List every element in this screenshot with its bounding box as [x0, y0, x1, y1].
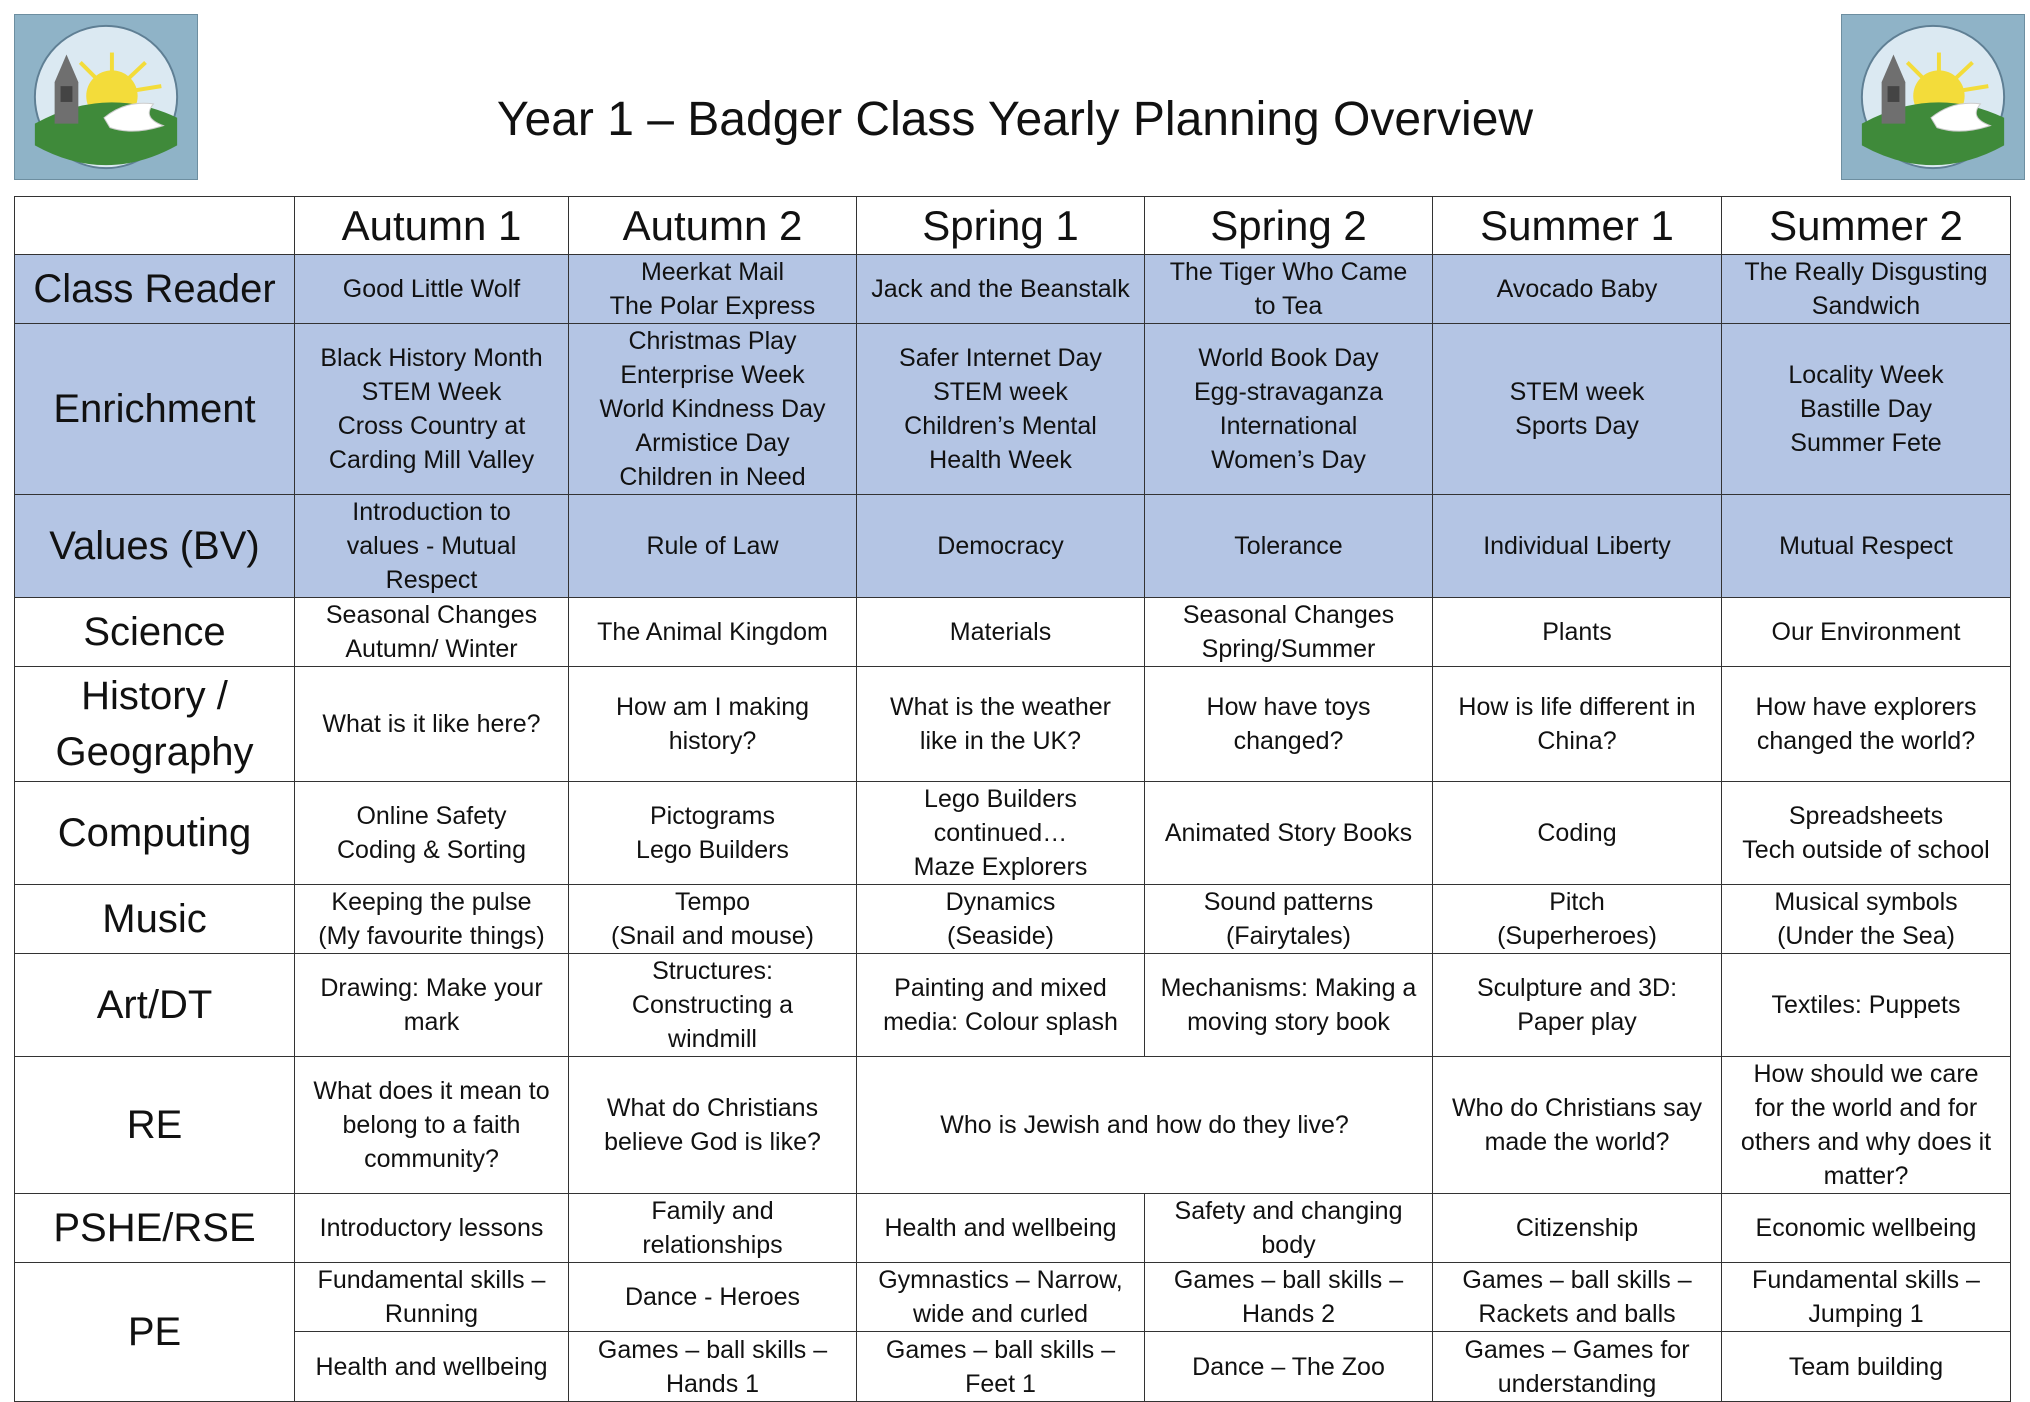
table-cell: Lego Builders continued… Maze Explorers — [857, 782, 1145, 885]
row-label: Enrichment — [15, 324, 295, 495]
term-header: Autumn 2 — [569, 197, 857, 255]
table-cell: Musical symbols (Under the Sea) — [1722, 885, 2011, 954]
table-cell: Textiles: Puppets — [1722, 954, 2011, 1057]
table-cell: Rule of Law — [569, 495, 857, 598]
table-cell: Introduction to values - Mutual Respect — [295, 495, 569, 598]
planning-table — [14, 196, 2011, 1402]
table-cell: Our Environment — [1722, 598, 2011, 667]
re-row — [15, 1057, 2011, 1194]
table-cell: The Really Disgusting Sandwich — [1722, 255, 2011, 324]
school-logo-icon — [15, 15, 197, 179]
enrichment-row — [15, 324, 2011, 495]
table-cell: Fundamental skills – Running — [295, 1263, 569, 1332]
table-cell: Pitch (Superheroes) — [1433, 885, 1722, 954]
table-cell: What does it mean to belong to a faith community? — [295, 1057, 569, 1194]
table-cell: What is the weather like in the UK? — [857, 667, 1145, 782]
table-cell: The Tiger Who Came to Tea — [1145, 255, 1433, 324]
page-title: Year 1 – Badger Class Yearly Planning Overview — [496, 93, 1534, 146]
table-cell: Animated Story Books — [1145, 782, 1433, 885]
table-cell: Mechanisms: Making a moving story book — [1145, 954, 1433, 1057]
table-cell: Coding — [1433, 782, 1722, 885]
table-cell: Health and wellbeing — [295, 1332, 569, 1402]
table-cell: Avocado Baby — [1433, 255, 1722, 324]
row-label: Music — [15, 885, 295, 954]
row-label: PSHE/RSE — [15, 1194, 295, 1263]
table-cell: How should we care for the world and for others and why does it matter? — [1722, 1057, 2011, 1194]
table-cell-merged: Who is Jewish and how do they live? — [857, 1057, 1433, 1194]
term-header: Summer 1 — [1433, 197, 1722, 255]
term-header: Autumn 1 — [295, 197, 569, 255]
pe-row-bottom — [15, 1332, 2011, 1402]
term-header: Spring 2 — [1145, 197, 1433, 255]
row-label: Values (BV) — [15, 495, 295, 598]
corner-cell — [15, 197, 295, 255]
table-cell: Games – Games for understanding — [1433, 1332, 1722, 1402]
row-label: Class Reader — [15, 255, 295, 324]
term-header: Summer 2 — [1722, 197, 2011, 255]
table-cell: Pictograms Lego Builders — [569, 782, 857, 885]
table-cell: Black History Month STEM Week Cross Country at Carding Mill Valley — [295, 324, 569, 495]
table-cell: Jack and the Beanstalk — [857, 255, 1145, 324]
table-cell: Introductory lessons — [295, 1194, 569, 1263]
term-header-row — [15, 197, 2011, 255]
table-cell: STEM week Sports Day — [1433, 324, 1722, 495]
table-cell: Safer Internet Day STEM week Children’s Mental Health Week — [857, 324, 1145, 495]
pe-row-top — [15, 1263, 2011, 1332]
computing-row — [15, 782, 2011, 885]
table-cell: Dance – The Zoo — [1145, 1332, 1433, 1402]
table-cell: Fundamental skills – Jumping 1 — [1722, 1263, 2011, 1332]
table-cell: Structures: Constructing a windmill — [569, 954, 857, 1057]
row-label: History / Geography — [15, 667, 295, 782]
row-label: Computing — [15, 782, 295, 885]
school-logo-right — [1841, 14, 2025, 180]
table-cell: Individual Liberty — [1433, 495, 1722, 598]
table-cell: Meerkat Mail The Polar Express — [569, 255, 857, 324]
table-cell: Games – ball skills – Feet 1 — [857, 1332, 1145, 1402]
history-geography-row — [15, 667, 2011, 782]
table-cell: Seasonal Changes Spring/Summer — [1145, 598, 1433, 667]
row-label: RE — [15, 1057, 295, 1194]
table-cell: Games – ball skills – Hands 2 — [1145, 1263, 1433, 1332]
table-cell: Family and relationships — [569, 1194, 857, 1263]
science-row — [15, 598, 2011, 667]
term-header: Spring 1 — [857, 197, 1145, 255]
table-cell: Materials — [857, 598, 1145, 667]
school-logo-left — [14, 14, 198, 180]
table-cell: How have explorers changed the world? — [1722, 667, 2011, 782]
table-cell: Plants — [1433, 598, 1722, 667]
table-cell: How is life different in China? — [1433, 667, 1722, 782]
table-cell: Sculpture and 3D: Paper play — [1433, 954, 1722, 1057]
table-cell: Democracy — [857, 495, 1145, 598]
row-label: Art/DT — [15, 954, 295, 1057]
table-cell: What do Christians believe God is like? — [569, 1057, 857, 1194]
table-cell: Health and wellbeing — [857, 1194, 1145, 1263]
table-cell: How have toys changed? — [1145, 667, 1433, 782]
table-cell: World Book Day Egg-stravaganza International Women’s Day — [1145, 324, 1433, 495]
table-cell: Drawing: Make your mark — [295, 954, 569, 1057]
pshe-rse-row — [15, 1194, 2011, 1263]
table-cell: Citizenship — [1433, 1194, 1722, 1263]
table-cell: How am I making history? — [569, 667, 857, 782]
row-label: PE — [15, 1263, 295, 1402]
art-dt-row — [15, 954, 2011, 1057]
table-cell: Good Little Wolf — [295, 255, 569, 324]
table-cell: Painting and mixed media: Colour splash — [857, 954, 1145, 1057]
table-cell: Games – ball skills – Rackets and balls — [1433, 1263, 1722, 1332]
table-cell: Team building — [1722, 1332, 2011, 1402]
table-cell: Tolerance — [1145, 495, 1433, 598]
table-cell: Keeping the pulse (My favourite things) — [295, 885, 569, 954]
table-cell: Economic wellbeing — [1722, 1194, 2011, 1263]
table-cell: Safety and changing body — [1145, 1194, 1433, 1263]
table-cell: Dynamics (Seaside) — [857, 885, 1145, 954]
table-cell: Dance - Heroes — [569, 1263, 857, 1332]
table-cell: Tempo (Snail and mouse) — [569, 885, 857, 954]
table-cell: Seasonal Changes Autumn/ Winter — [295, 598, 569, 667]
school-logo-icon — [1842, 15, 2024, 179]
table-cell: What is it like here? — [295, 667, 569, 782]
table-cell: Games – ball skills – Hands 1 — [569, 1332, 857, 1402]
table-cell: Gymnastics – Narrow, wide and curled — [857, 1263, 1145, 1332]
class-reader-row — [15, 255, 2011, 324]
table-cell: Spreadsheets Tech outside of school — [1722, 782, 2011, 885]
row-label: Science — [15, 598, 295, 667]
values-row — [15, 495, 2011, 598]
table-cell: The Animal Kingdom — [569, 598, 857, 667]
music-row — [15, 885, 2011, 954]
table-cell: Locality Week Bastille Day Summer Fete — [1722, 324, 2011, 495]
table-cell: Christmas Play Enterprise Week World Kindness Day Armistice Day Children in Need — [569, 324, 857, 495]
table-cell: Sound patterns (Fairytales) — [1145, 885, 1433, 954]
table-cell: Mutual Respect — [1722, 495, 2011, 598]
table-cell: Online Safety Coding & Sorting — [295, 782, 569, 885]
table-cell: Who do Christians say made the world? — [1433, 1057, 1722, 1194]
